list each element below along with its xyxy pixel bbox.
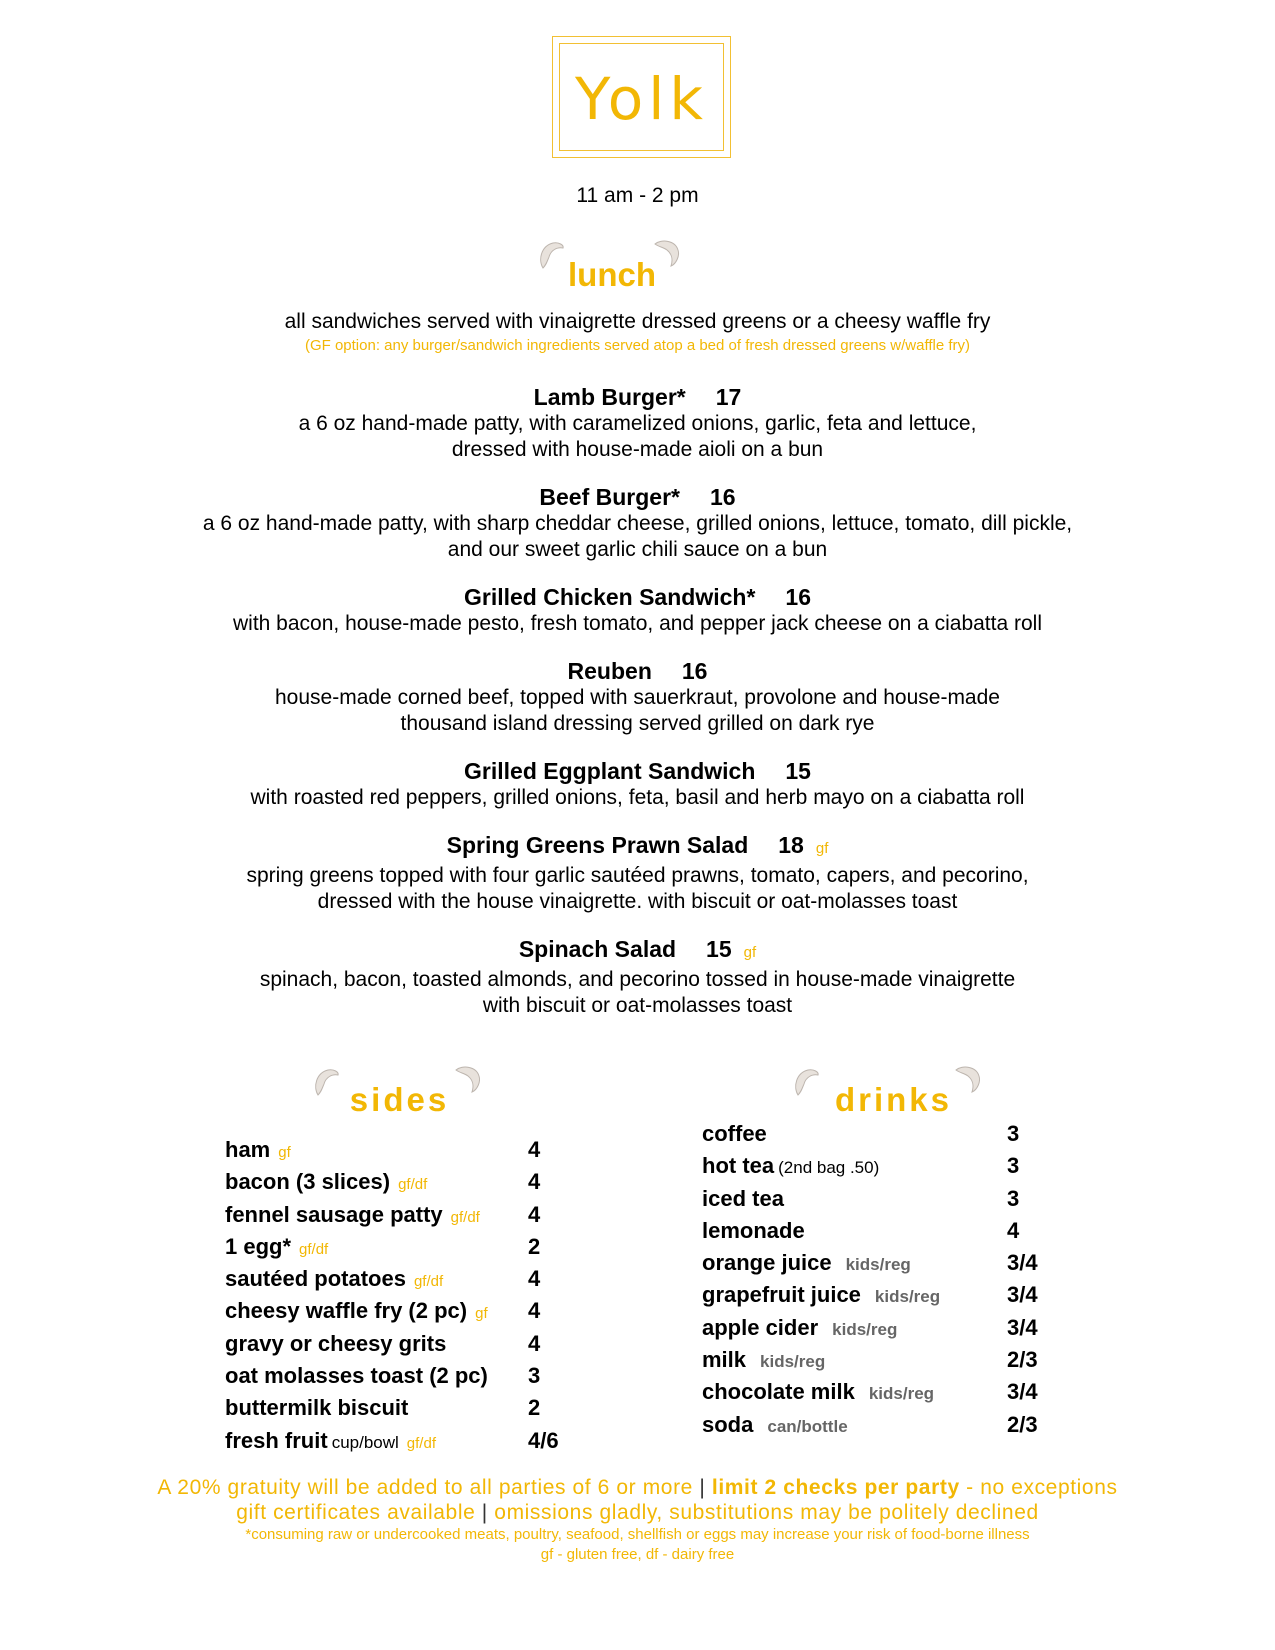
side-item [225, 1428, 585, 1460]
side-item-name: oat molasses toast (2 pc) [225, 1363, 488, 1389]
lunch-item-price: 18 [778, 832, 804, 858]
side-item-name: buttermilk biscuit [225, 1395, 409, 1421]
sides-title: sides [349, 1081, 450, 1118]
separator: | [699, 1476, 706, 1499]
drink-item [702, 1379, 1042, 1411]
drink-item-label [702, 1412, 848, 1438]
drink-item-label [702, 1347, 825, 1373]
drink-item [702, 1412, 1042, 1444]
drink-size: kids/reg [760, 1352, 826, 1372]
side-item-name: fennel sausage patty [225, 1201, 443, 1227]
diet-tag: gf/df [398, 1176, 428, 1194]
lunch-item-name: Reuben [567, 658, 652, 684]
lunch-item-name: Grilled Chicken Sandwich* [463, 584, 756, 610]
side-item-label [225, 1169, 427, 1195]
side-item [225, 1137, 585, 1169]
drink-item-name: apple cider [702, 1314, 819, 1340]
side-item-name: sautéed potatoes [225, 1266, 406, 1292]
side-item [225, 1363, 585, 1395]
drink-item-price: 3 [1007, 1121, 1020, 1146]
side-item-price: 4 [528, 1330, 541, 1356]
gf-option-note: (GF option: any burger/sandwich ingredients served atop a bed of fresh dressed greens w/waffle fry) [304, 337, 971, 354]
drinks-title: drinks [834, 1081, 953, 1118]
lunch-item-price: 17 [715, 384, 742, 410]
drink-item-label [702, 1186, 784, 1212]
lunch-item-name: Lamb Burger* [533, 384, 686, 410]
drink-item-name: iced tea [702, 1185, 784, 1211]
lunch-item-desc: and our sweet garlic chili sauce on a bun [447, 538, 828, 561]
lunch-item-header [0, 383, 1275, 411]
omissions-note: omissions gladly, substitutions may be politely declined [494, 1501, 1039, 1524]
diet-tag: gf [815, 840, 829, 857]
lunch-item-header [0, 583, 1275, 611]
side-item [225, 1234, 585, 1266]
lunch-item-price: 15 [785, 758, 811, 784]
side-item-label [225, 1298, 488, 1324]
diet-tag: gf/df [413, 1273, 444, 1291]
drink-item-label [702, 1315, 897, 1341]
lunch-item-desc: with bacon, house-made pesto, fresh tomato, and pepper jack cheese on a ciabatta roll [233, 612, 1042, 635]
drink-item [702, 1121, 1042, 1153]
drink-item-price: 4 [1007, 1217, 1020, 1243]
side-item [225, 1395, 585, 1427]
drink-item-label [702, 1218, 805, 1244]
lunch-heading [537, 240, 687, 300]
side-item-price: 3 [528, 1363, 541, 1389]
gratuity-note: A 20% gratuity will be added to all parties of 6 or more [157, 1476, 693, 1499]
lunch-item [0, 383, 1275, 463]
raw-warning: *consuming raw or undercooked meats, poultry, seafood, shellfish or eggs may increase your risk of food-borne illness [245, 1526, 1030, 1543]
lunch-title: lunch [568, 256, 656, 293]
drink-item-price: 3/4 [1007, 1250, 1038, 1276]
lunch-item-desc: spinach, bacon, toasted almonds, and pecorino tossed in house-made vinaigrette [259, 968, 1016, 991]
side-item-price: 4/6 [528, 1427, 559, 1453]
drink-item-price: 3/4 [1007, 1282, 1038, 1308]
diet-tag: gf [475, 1305, 488, 1323]
footer-line-1 [0, 1475, 1275, 1500]
diet-tag: gf/df [450, 1208, 480, 1226]
drink-item-note: (2nd bag .50) [778, 1158, 880, 1178]
sides-heading [312, 1067, 487, 1127]
drink-item-label [702, 1379, 934, 1405]
drink-size: kids/reg [832, 1319, 898, 1339]
lunch-item-header [0, 831, 1275, 863]
lunch-item-price: 16 [785, 584, 811, 610]
lunch-item-header [0, 935, 1275, 967]
side-item-note: cup/bowl [331, 1432, 399, 1452]
drink-item-price: 2/3 [1007, 1411, 1038, 1437]
drink-item [702, 1315, 1042, 1347]
side-item [225, 1202, 585, 1234]
diet-tag: gf [743, 944, 757, 961]
lunch-item-desc: dressed with house-made aioli on a bun [451, 438, 824, 461]
brand-name: Yolk [575, 65, 708, 133]
drink-item-price: 3/4 [1007, 1314, 1038, 1340]
drinks-list [702, 1121, 1042, 1444]
diet-tag: gf/df [406, 1434, 436, 1452]
diet-tag: gf [278, 1144, 291, 1161]
lunch-item-header [0, 483, 1275, 511]
sides-list [225, 1137, 585, 1460]
lunch-item [0, 483, 1275, 563]
separator: | [481, 1501, 488, 1524]
drink-size: kids/reg [874, 1287, 941, 1307]
drink-item-price: 3/4 [1007, 1379, 1038, 1405]
side-item-name: bacon (3 slices) [225, 1169, 391, 1195]
side-item [225, 1298, 585, 1330]
side-item-label [225, 1331, 446, 1357]
lunch-item-name: Grilled Eggplant Sandwich [464, 758, 756, 784]
side-item-label [225, 1395, 408, 1421]
lunch-item-desc: a 6 oz hand-made patty, with caramelized onions, garlic, feta and lettuce, [298, 412, 977, 435]
side-item-price: 2 [528, 1395, 541, 1421]
lunch-item [0, 583, 1275, 637]
side-item-label [225, 1137, 291, 1163]
lunch-item-desc: with biscuit or oat-molasses toast [482, 994, 793, 1017]
lunch-item-desc: house-made corned beef, topped with sauerkraut, provolone and house-made [275, 686, 1000, 709]
lunch-item-desc: a 6 oz hand-made patty, with sharp cheddar cheese, grilled onions, lettuce, tomato, dill pickle, [202, 512, 1073, 535]
drink-item [702, 1250, 1042, 1282]
side-item-price: 4 [528, 1137, 541, 1162]
side-item-price: 4 [528, 1201, 541, 1227]
side-item-name: gravy or cheesy grits [225, 1330, 447, 1356]
lunch-item [0, 831, 1275, 915]
diet-legend: gf - gluten free, df - dairy free [540, 1546, 735, 1563]
drink-item-label [702, 1250, 911, 1276]
footer [0, 1475, 1275, 1565]
lunch-item-price: 15 [706, 936, 732, 962]
diet-tag: gf/df [299, 1240, 329, 1258]
lunch-item-desc: dressed with the house vinaigrette. with biscuit or oat-molasses toast [317, 890, 958, 913]
side-item-name: ham [225, 1137, 271, 1162]
drink-size: kids/reg [868, 1384, 935, 1404]
drink-item-name: chocolate milk [702, 1379, 855, 1405]
side-item-price: 4 [528, 1266, 541, 1292]
lunch-item-name: Beef Burger* [539, 484, 680, 510]
side-item-price: 4 [528, 1298, 541, 1324]
lunch-item-header [0, 757, 1275, 785]
side-item [225, 1266, 585, 1298]
drink-size: kids/reg [845, 1255, 911, 1275]
lunch-item-price: 16 [710, 484, 736, 510]
lunch-items [0, 383, 1275, 1039]
lunch-item-desc: spring greens topped with four garlic sautéed prawns, tomato, capers, and pecorino, [246, 864, 1029, 887]
drink-item-label [702, 1282, 940, 1308]
drink-item-label [702, 1153, 879, 1179]
hours: 11 am - 2 pm [576, 184, 699, 207]
lunch-item-name: Spinach Salad [518, 936, 677, 962]
drink-item [702, 1282, 1042, 1314]
drinks-heading [792, 1067, 987, 1127]
lunch-item-desc: thousand island dressing served grilled on dark rye [400, 712, 875, 735]
side-item [225, 1169, 585, 1201]
side-item-label [225, 1428, 436, 1454]
side-item-name: cheesy waffle fry (2 pc) [225, 1298, 468, 1324]
drink-item-name: hot tea [702, 1153, 775, 1179]
side-item-price: 2 [528, 1233, 541, 1259]
lunch-item [0, 657, 1275, 737]
footer-line-2 [0, 1500, 1275, 1525]
drink-item-name: milk [702, 1347, 747, 1373]
gift-certificates: gift certificates available [236, 1501, 476, 1524]
side-item-label [225, 1363, 488, 1389]
drink-item-name: coffee [702, 1121, 767, 1146]
drink-item [702, 1186, 1042, 1218]
side-item-label [225, 1234, 328, 1260]
drink-item-name: grapefruit juice [702, 1282, 861, 1308]
checks-limit: limit 2 checks per party [711, 1476, 960, 1499]
drink-item-price: 2/3 [1007, 1347, 1038, 1373]
side-item-label [225, 1202, 480, 1228]
lunch-item-price: 16 [681, 658, 708, 684]
side-item-label [225, 1266, 443, 1292]
lunch-item [0, 935, 1275, 1019]
side-item [225, 1331, 585, 1363]
lunch-item-desc: with roasted red peppers, grilled onions, feta, basil and herb mayo on a ciabatta roll [250, 786, 1025, 809]
side-item-price: 4 [528, 1169, 541, 1195]
drink-item-name: lemonade [702, 1217, 805, 1243]
drink-item-name: soda [702, 1411, 754, 1437]
drink-item [702, 1347, 1042, 1379]
drink-item-price: 3 [1007, 1185, 1020, 1211]
side-item-name: fresh fruit [225, 1427, 328, 1453]
drink-item [702, 1218, 1042, 1250]
lunch-intro-text: all sandwiches served with vinaigrette dressed greens or a cheesy waffle fry [284, 310, 991, 333]
drink-size: can/bottle [767, 1416, 848, 1436]
drink-item-name: orange juice [702, 1250, 832, 1276]
checks-suffix: - no exceptions [959, 1476, 1118, 1499]
lunch-item [0, 757, 1275, 811]
lunch-intro [0, 310, 1275, 354]
drink-item-label [702, 1121, 767, 1147]
drink-item [702, 1153, 1042, 1185]
lunch-item-header [0, 657, 1275, 685]
side-item-name: 1 egg* [225, 1233, 292, 1259]
logo [552, 36, 731, 158]
lunch-item-name: Spring Greens Prawn Salad [446, 832, 749, 858]
drink-item-price: 3 [1007, 1153, 1020, 1179]
